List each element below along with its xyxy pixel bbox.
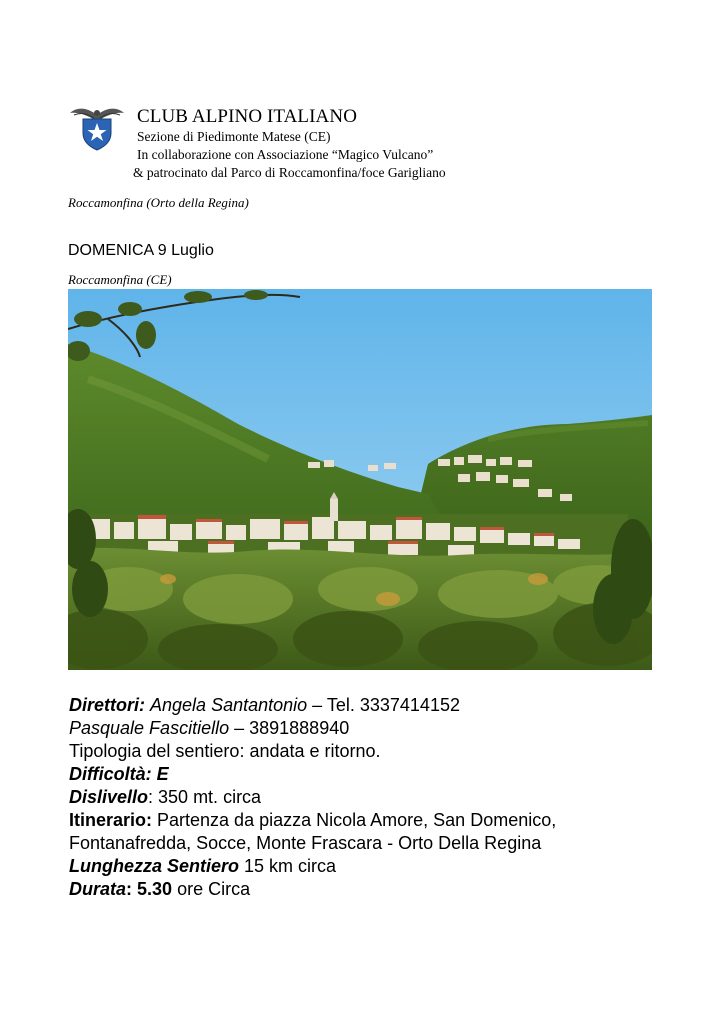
elevation-label: Dislivello bbox=[69, 787, 149, 807]
directors-label: Direttori: bbox=[69, 695, 145, 715]
club-name: CLUB ALPINO ITALIANO bbox=[137, 106, 358, 127]
difficulty: Difficoltà: E bbox=[69, 764, 169, 784]
duration-colon: : bbox=[126, 879, 138, 899]
photo-caption: Roccamonfina (CE) bbox=[68, 272, 172, 287]
director-1-name: Angela Santantonio bbox=[150, 695, 308, 715]
itinerary-line-2: Fontanafredda, Socce, Monte Frascara - Orto Della Regina bbox=[69, 833, 542, 853]
trail-type: Tipologia del sentiero: andata e ritorno. bbox=[69, 741, 381, 761]
director-1-phone: – Tel. 3337414152 bbox=[312, 695, 460, 715]
event-subtitle: Roccamonfina (Orto della Regina) bbox=[68, 195, 249, 210]
collaboration-line: In collaborazione con Associazione “Magico Vulcano” bbox=[137, 147, 434, 162]
elevation-row bbox=[69, 786, 556, 809]
director-2-row bbox=[69, 717, 556, 740]
event-date: DOMENICA 9 Luglio bbox=[68, 242, 214, 259]
duration-value: 5.30 bbox=[137, 879, 173, 899]
duration-label: Durata bbox=[69, 879, 127, 899]
cai-eagle-shield-star-icon bbox=[68, 103, 126, 151]
length-value: 15 km circa bbox=[239, 856, 337, 876]
itinerary-line-1: Partenza da piazza Nicola Amore, San Domenico, bbox=[152, 810, 557, 830]
event-details bbox=[69, 694, 556, 901]
elevation-value: : 350 mt. circa bbox=[148, 787, 262, 807]
patronage-line: & patrocinato dal Parco di Roccamonfina/foce Garigliano bbox=[133, 165, 446, 180]
itinerary-row bbox=[69, 809, 556, 832]
length-label: Lunghezza Sentiero bbox=[69, 856, 240, 876]
director-2-phone: – 3891888940 bbox=[234, 718, 350, 738]
section-line: Sezione di Piedimonte Matese (CE) bbox=[137, 129, 331, 144]
itinerary-label: Itinerario: bbox=[69, 810, 153, 830]
duration-row bbox=[69, 878, 556, 901]
directors-row bbox=[69, 694, 556, 717]
landscape-photo bbox=[68, 289, 652, 670]
duration-unit: ore Circa bbox=[172, 879, 251, 899]
length-row bbox=[69, 855, 556, 878]
director-2-name: Pasquale Fascitiello bbox=[69, 718, 230, 738]
